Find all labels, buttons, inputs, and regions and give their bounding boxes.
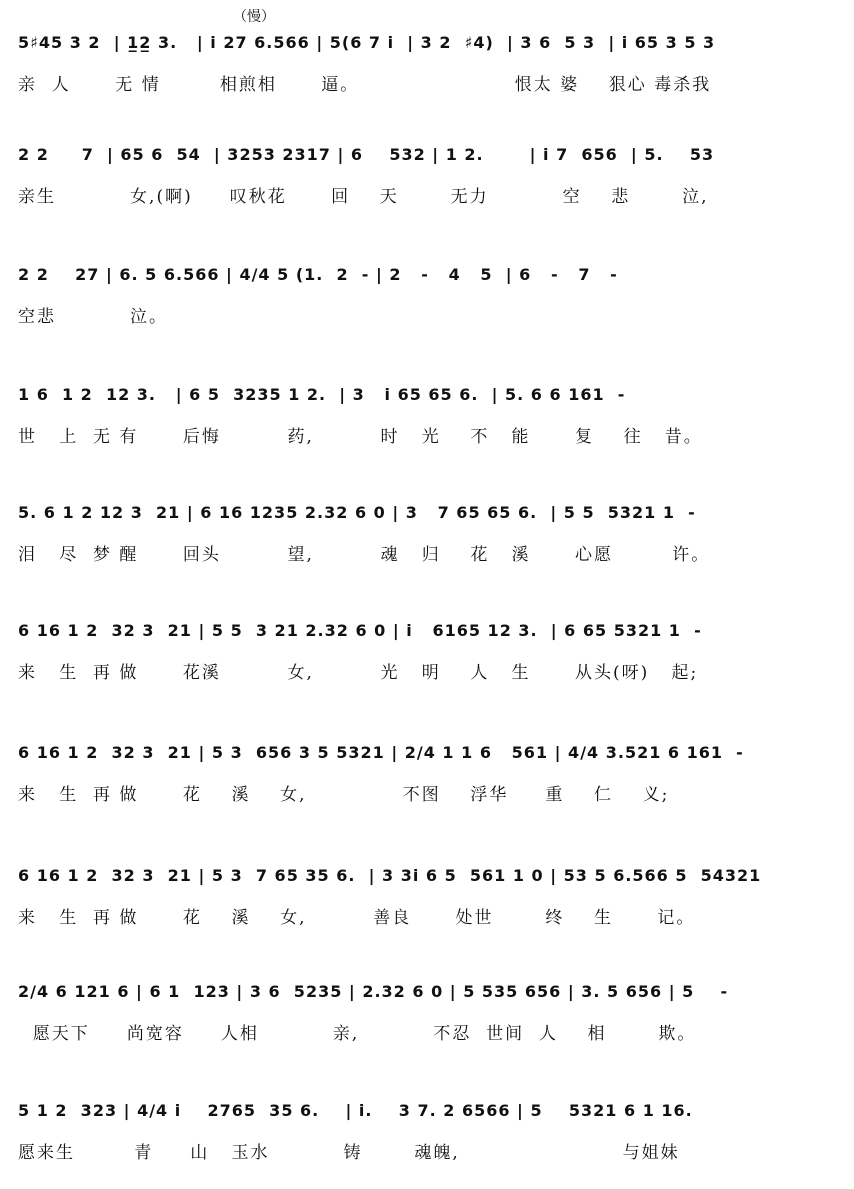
lyrics-line: 泪 尽 梦 醒 回头 望, 魂 归 花 溪 心愿 许。 <box>18 545 711 565</box>
score-system-6 <box>0 614 854 709</box>
notation-line: 5. 6 1 2 12 3 21 | 6 16 1235 2.32 6 0 | 3 7 65 65 6. | 5 5 5321 1 - <box>18 503 696 522</box>
notation-line: 6 16 1 2 32 3 21 | 5 3 7 65 35 6. | 3 3i 6 5 561 1 0 | 53 5 6.566 5 54321 <box>18 866 762 885</box>
lyrics-line: 世 上 无 有 后悔 药, 时 光 不 能 复 往 昔。 <box>18 427 703 447</box>
score-system-5 <box>0 496 854 591</box>
notation-line: 2/4 6 121 6 | 6 1 123 | 3 6 5235 | 2.32 6 0 | 5 535 656 | 3. 5 656 | 5 - <box>18 982 729 1001</box>
score-system-2 <box>0 138 854 233</box>
score-system-10 <box>0 1094 854 1189</box>
notation-line: 6 16 1 2 32 3 21 | 5 3 656 3 5 5321 | 2/4 1 1 6 561 | 4/4 3.521 6 161 - <box>18 743 744 762</box>
lyrics-line: 亲 人 无 情 相煎相 逼。 恨太 婆 狠心 毒杀我 <box>18 75 712 95</box>
score-system-9 <box>0 975 854 1070</box>
score-system-3 <box>0 258 854 353</box>
lyrics-line: 空悲 泣。 <box>18 307 169 327</box>
notation-line: 6 16 1 2 32 3 21 | 5 5 3 21 2.32 6 0 | i 6165 12 3. | 6 65 5321 1 - <box>18 621 702 640</box>
lyrics-line: 来 生 再 做 花 溪 女, 不图 浮华 重 仁 义; <box>18 785 670 805</box>
lyrics-line: 来 生 再 做 花 溪 女, 善良 处世 终 生 记。 <box>18 908 696 928</box>
notation-line: 5 1 2 323 | 4/4 i 2765 35 6. | i. 3 7. 2 6566 | 5 5321 6 1 16. <box>18 1101 693 1120</box>
score-system-7 <box>0 736 854 831</box>
lyrics-line: 愿天下 尚宽容 人相 亲, 不忍 世间 人 相 欺。 <box>18 1024 697 1044</box>
notation-line: 5♯45 3 2 | 1̲2̲ 3. | i 27 6.566 | 5(6 7 i | 3 2 ♯4) | 3 6 5 3 | i 65 3 5 3 <box>18 33 716 52</box>
lyrics-line: 亲生 女,(啊) 叹秋花 回 天 无力 空 悲 泣, <box>18 187 709 207</box>
score-system-1 <box>0 26 854 121</box>
lyrics-line: 愿来生 青 山 玉水 铸 魂魄, 与姐妹 <box>18 1143 680 1163</box>
notation-line: 1 6 1 2 12 3. | 6 5 3235 1 2. | 3 i 65 65 6. | 5. 6 6 161 - <box>18 385 626 404</box>
tempo-marking: （慢） <box>233 9 275 25</box>
notation-line: 2 2 7 | 65 6 54 | 3253 2317 | 6 532 | 1 2. | i 7 656 | 5. 53 <box>18 145 715 164</box>
score-system-4 <box>0 378 854 473</box>
notation-line: 2 2 27 | 6. 5 6.566 | 4/4 5 (1. 2 - | 2 - 4 5 | 6 - 7 - <box>18 265 618 284</box>
lyrics-line: 来 生 再 做 花溪 女, 光 明 人 生 从头(呀) 起; <box>18 663 699 683</box>
score-system-8 <box>0 859 854 954</box>
